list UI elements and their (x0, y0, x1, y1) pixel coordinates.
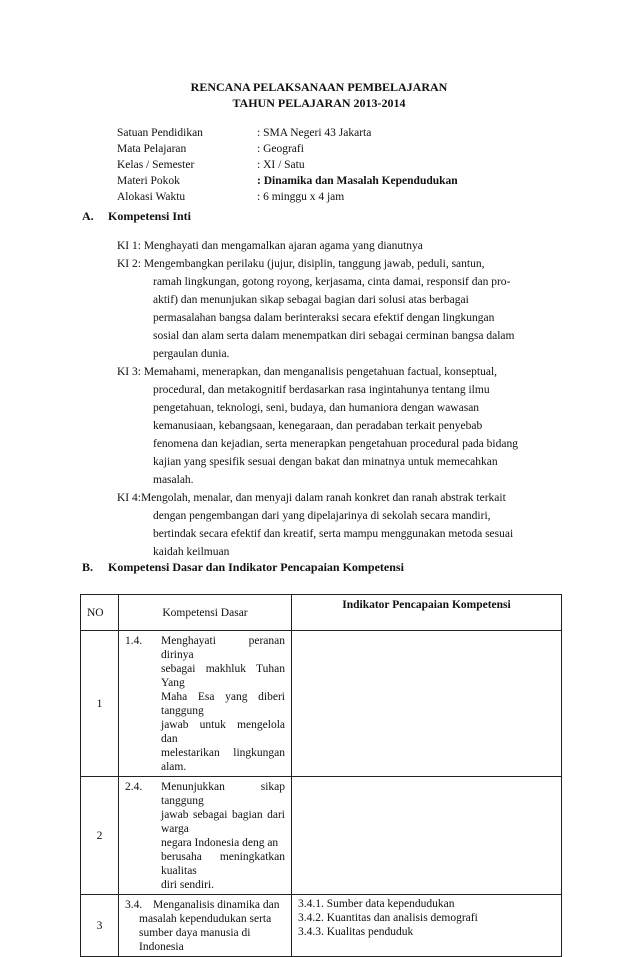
ki-line: ramah lingkungan, gotong royong, kerjasama, cinta damai, responsif dan pro- (153, 276, 511, 288)
table-row (81, 777, 562, 895)
ki-line: kajian yang spesifik sesuai dengan bakat dan minatnya untuk memecahkan (153, 456, 498, 468)
kd-line: sebagai makhluk Tuhan Yang (161, 663, 285, 689)
kd-line: Maha Esa yang diberi tanggung (161, 691, 285, 717)
ki-line: bertindak secara efektif dan kreatif, serta mampu menggunakan metoda sesuai (153, 528, 514, 540)
kd-text (139, 898, 285, 954)
ki-4-body (117, 507, 561, 561)
section-letter: A. (82, 209, 94, 223)
ki-line: fenomena dan kejadian, serta menerapkan pengetahuan procedural pada bidang (153, 438, 518, 450)
row-number: 2 (81, 777, 119, 895)
identity-value: : XI / Satu (257, 159, 305, 171)
ki-line: procedural, dan metakognitif berdasarkan rasa ingintahunya tentang ilmu (153, 384, 490, 396)
identity-label: Kelas / Semester (117, 159, 195, 171)
ki-line: kemanusiaan, kebangsaan, kenegaraan, dan peradaban terkait penyebab (153, 420, 483, 432)
column-header-kd: Kompetensi Dasar (119, 595, 292, 631)
identity-label: Materi Pokok (117, 175, 180, 187)
identity-label: Satuan Pendidikan (117, 127, 203, 139)
indikator-item: 3.4.1. Sumber data kependudukan (298, 898, 455, 910)
indikator-cell (292, 895, 562, 957)
kd-cell (119, 631, 292, 777)
section-title: Kompetensi Inti (108, 209, 192, 223)
kd-line: masalah kependudukan serta (139, 913, 272, 925)
section-b-heading (82, 560, 404, 575)
ki-3-lead: KI 3: Memahami, menerapkan, dan menganalisis pengetahuan factual, konseptual, (117, 366, 498, 378)
identity-value: : SMA Negeri 43 Jakarta (257, 127, 372, 139)
indikator-cell (292, 777, 562, 895)
section-a-heading (82, 209, 191, 224)
row-number: 3 (81, 895, 119, 957)
ki-line: kaidah keilmuan (153, 546, 230, 558)
kd-item (125, 898, 285, 954)
identity-value: : 6 minggu x 4 jam (257, 191, 345, 203)
kd-line: berusaha meningkatkan kualitas (161, 851, 285, 877)
section-letter: B. (82, 560, 94, 574)
ki-line: dengan pengembangan dari yang dipelajarinya di sekolah secara mandiri, (153, 510, 491, 522)
indikator-item: 3.4.2. Kuantitas dan analisis demografi (298, 912, 478, 924)
ki-line: permasalahan bangsa dalam berinteraksi secara efektif dengan lingkungan (153, 312, 495, 324)
ki-4-lead: KI 4:Mengolah, menalar, dan menyaji dalam ranah konkret dan ranah abstrak terkait (117, 492, 506, 504)
kd-text (161, 634, 285, 774)
ki-line: aktif) dan menunjukan sikap sebagai bagian dari solusi atas berbagai (153, 294, 469, 306)
kd-number: 1.4. (125, 635, 143, 647)
kd-cell (119, 777, 292, 895)
kd-item (125, 634, 285, 774)
ki-2-body (117, 273, 561, 363)
column-header-no: NO (81, 595, 119, 631)
column-header-indikator: Indikator Pencapaian Kompetensi (292, 595, 562, 631)
ki-line: sosial dan alam serta dalam menempatkan diri sebagai cerminan bangsa dalam (153, 330, 515, 342)
kd-line: diri sendiri. (161, 879, 215, 891)
kd-number: 3.4. (125, 899, 143, 911)
kd-line: jawab sebagai bagian dari warga (161, 809, 285, 835)
section-title: Kompetensi Dasar dan Indikator Pencapaian Kompetensi (108, 560, 404, 574)
kd-line: Menganalisis dinamika dan (153, 899, 280, 911)
ki-line: masalah. (153, 474, 194, 486)
kd-line: sumber daya manusia di Indonesia (139, 927, 251, 953)
identity-value: : Dinamika dan Masalah Kependudukan (257, 175, 458, 187)
document-title-line1: RENCANA PELAKSANAAN PEMBELAJARAN (190, 80, 448, 94)
row-number: 1 (81, 631, 119, 777)
ki-2-lead: KI 2: Mengembangkan perilaku (jujur, disiplin, tanggung jawab, peduli, santun, (117, 258, 485, 270)
indikator-item: 3.4.3. Kualitas penduduk (298, 926, 414, 938)
kd-line: jawab untuk mengelola dan (161, 719, 285, 745)
table-row (81, 631, 562, 777)
kd-item (125, 780, 285, 892)
identity-label: Mata Pelajaran (117, 143, 187, 155)
kd-cell (119, 895, 292, 957)
table-row (81, 895, 562, 957)
kd-number: 2.4. (125, 781, 143, 793)
kompetensi-inti-list (117, 237, 561, 561)
identity-label: Alokasi Waktu (117, 191, 186, 203)
ki-3-body (117, 381, 561, 489)
ki-line: pergaulan dunia. (153, 348, 230, 360)
document-title-line2: TAHUN PELAJARAN 2013-2014 (232, 96, 406, 110)
kd-line: Menghayati peranan dirinya (161, 635, 285, 661)
indikator-cell (292, 631, 562, 777)
kd-text (161, 780, 285, 892)
identity-value: : Geografi (257, 143, 304, 155)
ki-line: pengetahuan, teknologi, seni, budaya, dan humaniora dengan wawasan (153, 402, 480, 414)
kd-line: melestarikan lingkungan alam. (161, 747, 285, 773)
ki-1: KI 1: Menghayati dan mengamalkan ajaran agama yang dianutnya (117, 240, 423, 252)
kd-line: negara Indonesia deng an (161, 837, 279, 849)
kd-line: Menunjukkan sikap tanggung (161, 781, 285, 807)
table-header-row (81, 595, 562, 631)
